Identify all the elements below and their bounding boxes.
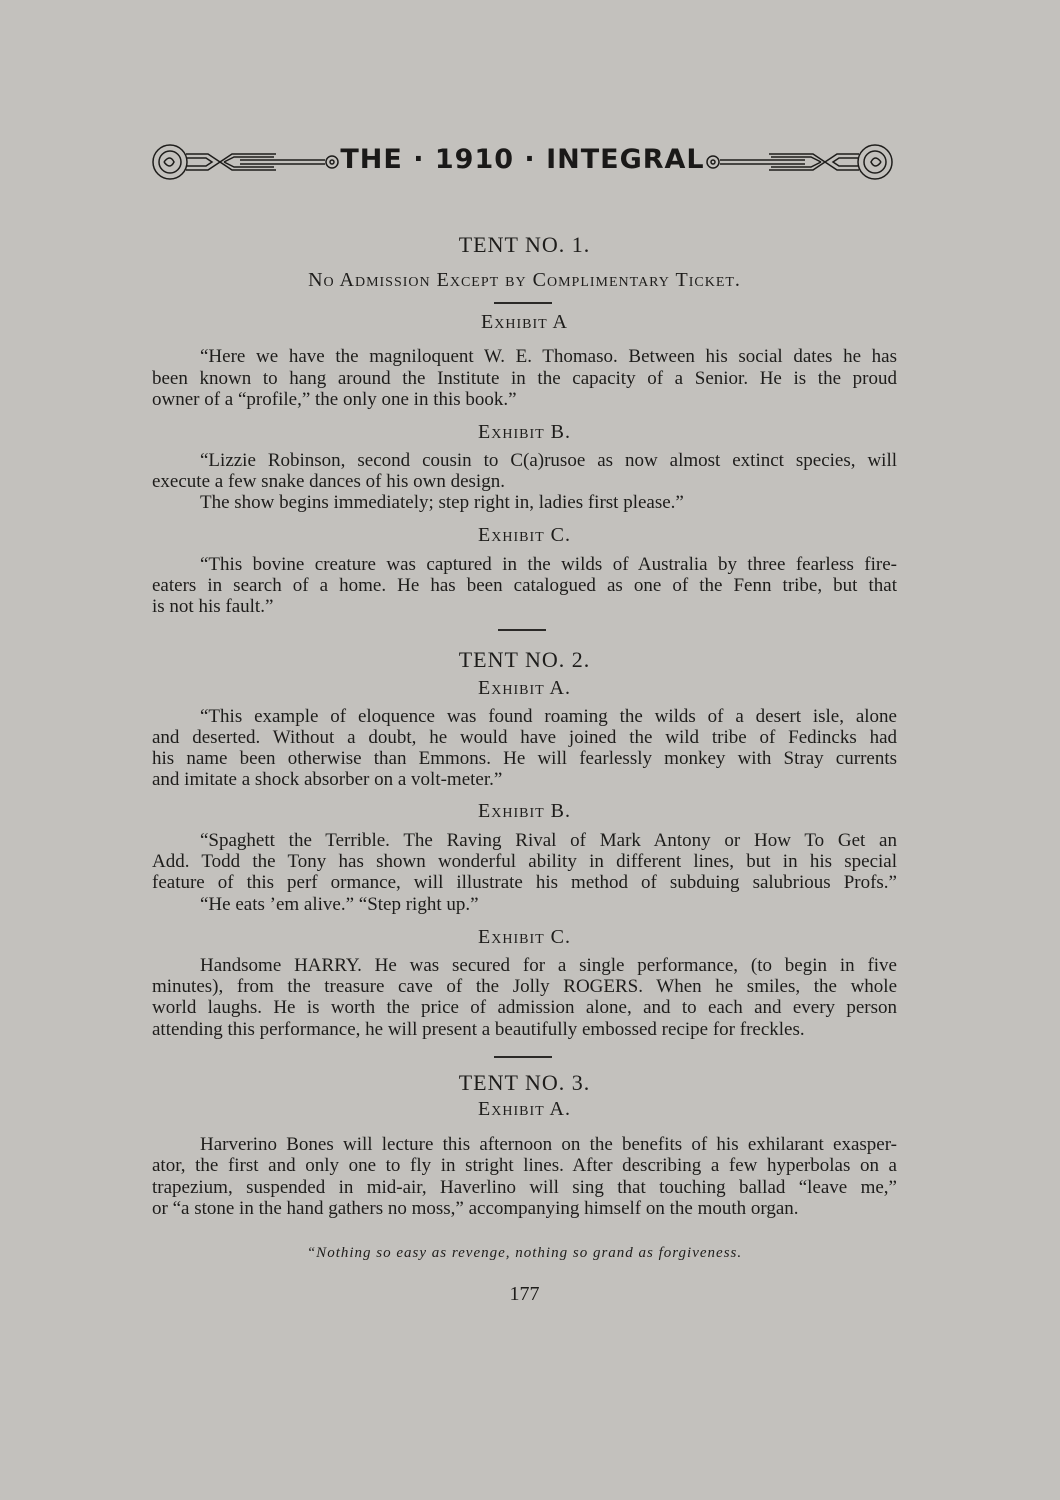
text-line: is not his fault.” (152, 596, 274, 617)
text-line: “Here we have the magniloquent W. E. Thomaso. Between his social dates he has (200, 346, 897, 367)
header-title: THE · 1910 · INTEGRAL (340, 144, 705, 175)
text-line: Harverino Bones will lecture this afternoon on the benefits of his exhilarant exasper- (200, 1134, 897, 1155)
text-line: world laughs. He is worth the price of admission alone, and to each and every person (152, 997, 897, 1018)
text-line: minutes), from the treasure cave of the Jolly ROGERS. When he smiles, the whole (152, 976, 897, 997)
text-line: owner of a “profile,” the only one in this book.” (152, 389, 517, 410)
text-line: been known to hang around the Institute in the capacity of a Senior. He is the proud (152, 368, 897, 389)
tent-2-exhibit-c-label: Exhibit C. (478, 926, 571, 948)
right-ornament-icon (700, 140, 895, 184)
text-line: execute a few snake dances of his own design. (152, 471, 505, 492)
divider-rule (494, 1056, 552, 1058)
text-line: “Spaghett the Terrible. The Raving Rival of Mark Antony or How To Get an (200, 830, 897, 851)
text-line: “He eats ’em alive.” “Step right up.” (200, 894, 479, 915)
text-line: eaters in search of a home. He has been catalogued as one of the Fenn tribe, but that (152, 575, 897, 596)
divider-rule (498, 629, 546, 631)
text-line: Add. Todd the Tony has shown wonderful ability in different lines, but in his special (152, 851, 897, 872)
text-line: “This bovine creature was captured in the wilds of Australia by three fearless fire- (200, 554, 897, 575)
tent-2-exhibit-b-label: Exhibit B. (478, 800, 571, 822)
tent-1-exhibit-b-label: Exhibit B. (478, 421, 571, 443)
text-line: and imitate a shock absorber on a volt-meter.” (152, 769, 503, 790)
tent-3-exhibit-a-label: Exhibit A. (478, 1098, 571, 1120)
closing-quote: “Nothing so easy as revenge, nothing so grand as forgiveness. (306, 1245, 743, 1261)
tent-1-subtitle: No Admission Except by Complimentary Ticket. (308, 269, 741, 291)
divider-rule (494, 302, 552, 304)
running-header (150, 140, 895, 184)
text-line: The show begins immediately; step right in, ladies first please.” (200, 492, 684, 513)
text-line: attending this performance, he will present a beautifully embossed recipe for freckles. (152, 1019, 805, 1040)
text-line: Handsome HARRY. He was secured for a single performance, (to begin in five (200, 955, 897, 976)
text-line: “Lizzie Robinson, second cousin to C(a)rusoe as now almost extinct species, will (200, 450, 897, 471)
page-number: 177 (509, 1283, 540, 1305)
tent-2-heading: TENT NO. 2. (458, 647, 591, 672)
tent-3-heading: TENT NO. 3. (458, 1070, 591, 1095)
text-line: feature of this perf ormance, will illustrate his method of subduing salubrious Profs.” (152, 872, 897, 893)
text-line: his name been otherwise than Emmons. He will fearlessly monkey with Stray currents (152, 748, 897, 769)
tent-2-exhibit-a-label: Exhibit A. (478, 677, 571, 699)
tent-1-exhibit-c-label: Exhibit C. (478, 524, 571, 546)
text-line: or “a stone in the hand gathers no moss,” accompanying himself on the mouth organ. (152, 1198, 799, 1219)
tent-1-exhibit-a-label: Exhibit A (481, 311, 568, 333)
text-line: “This example of eloquence was found roaming the wilds of a desert isle, alone (200, 706, 897, 727)
tent-1-heading: TENT NO. 1. (458, 232, 591, 257)
text-line: ator, the first and only one to fly in stright lines. After describing a few hyperbolas on a (152, 1155, 897, 1176)
text-line: and deserted. Without a doubt, he would have joined the wild tribe of Fedincks had (152, 727, 897, 748)
text-line: trapezium, suspended in mid-air, Haverlino will sing that touching ballad “leave me,” (152, 1177, 897, 1198)
